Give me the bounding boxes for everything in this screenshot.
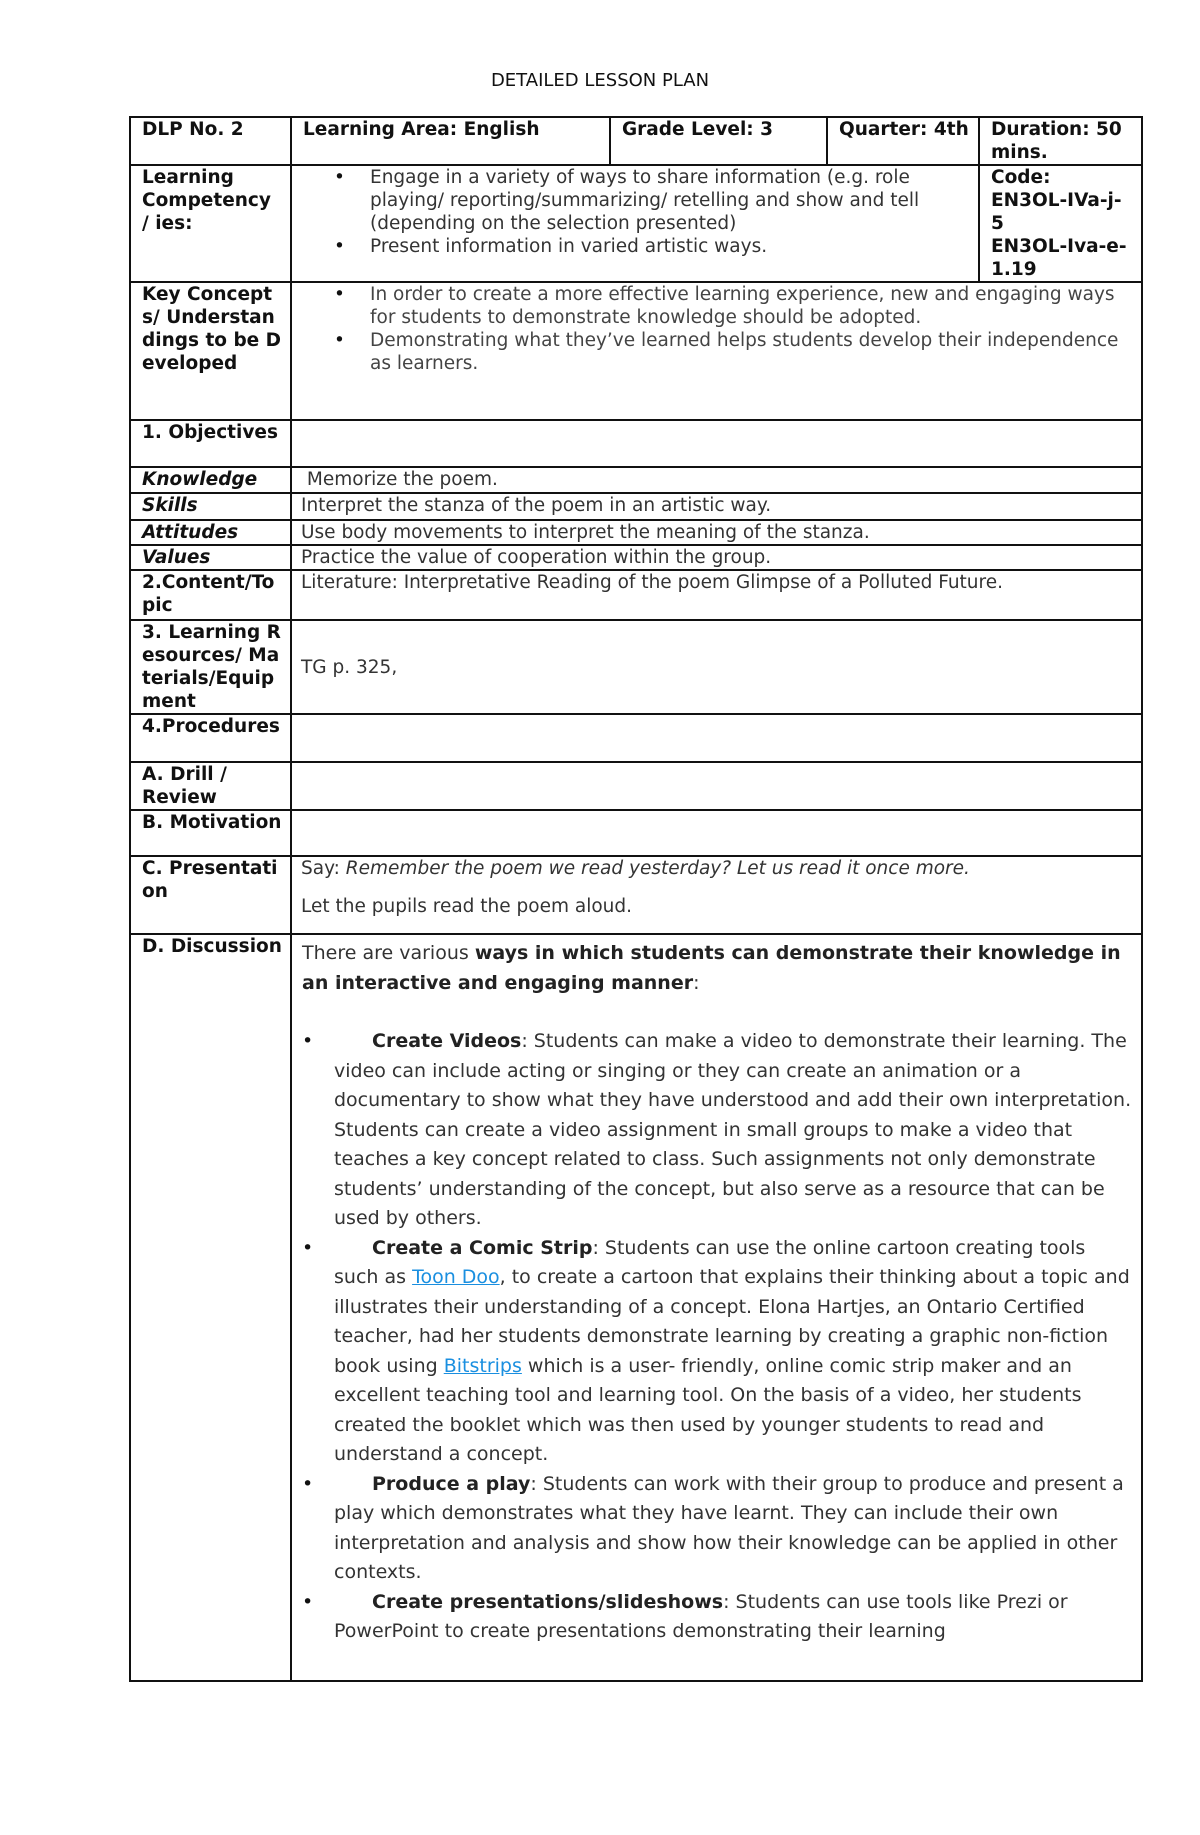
- discussion-item: • Create Videos: Students can make a video to demonstrate their learning. The video can include acting or singing or they can create an animation or a documentary to show what they have understood and add their own interpretation. Students can create a video assignment in small groups to make a video that teaches a key concept related to class. Such assignments not only demonstrate students’ understanding of the concept, but also serve as a resource that can be used by others.: [302, 1030, 1132, 1229]
- item-heading: Create Videos: [372, 1030, 522, 1052]
- item-text: : Students can make a video to demonstrate their learning. The video can include acting or singing or they can create an animation or a documentary to show what they have understood and add their own interpretation. Students can create a video assignment in small groups to make a video that teaches a key concept related to class. Such assignments not only demonstrate students’ understanding of the concept, but also serve as a resource that can be used by others.: [334, 1030, 1132, 1229]
- discussion-intro-end: :: [693, 971, 700, 994]
- discussion-item: • Produce a play: Students can work with their group to produce and present a play which demonstrates what they have learnt. They can include their own interpretation and analysis and show how their knowledge can be applied in other contexts.: [302, 1472, 1124, 1583]
- key-concept-item: • Demonstrating what they’ve learned helps students develop their independence as learners.: [370, 329, 1133, 375]
- presentation-instruction: Let the pupils read the poem aloud.: [301, 896, 633, 917]
- competency-row: [130, 165, 1142, 282]
- procedures-cell: [291, 714, 1142, 762]
- resources-value: TG p. 325,: [291, 620, 1142, 714]
- motivation-cell: [291, 810, 1142, 856]
- discussion-intro-bold: ways in which students can demonstrate their knowledge in an interactive and engaging manner: [302, 942, 1121, 994]
- drill-cell: [291, 762, 1142, 810]
- learning-area: Learning Area: English: [291, 117, 610, 165]
- item-heading: Create presentations/slideshows: [372, 1590, 724, 1613]
- code-value: EN3OL-Iva-e-1.19: [991, 236, 1127, 280]
- knowledge-label: Knowledge: [130, 467, 291, 493]
- objectives-cell: [291, 420, 1142, 467]
- competency-label: Learning Competency / ies:: [130, 165, 291, 282]
- key-concept-item: • In order to create a more effective learning experience, new and engaging ways for students to demonstrate knowledge should be adopted.: [370, 283, 1133, 329]
- procedures-label: 4.Procedures: [130, 714, 291, 762]
- quarter: Quarter: 4th: [827, 117, 979, 165]
- discussion-item: • Create presentations/slideshows: Students can use tools like Prezi or PowerPoint to create presentations demonstrating their learning: [302, 1590, 1068, 1642]
- skills-label: Skills: [130, 493, 291, 520]
- item-heading: Produce a play: [372, 1472, 531, 1495]
- content-value: Literature: Interpretative Reading of the poem Glimpse of a Polluted Future.: [291, 570, 1142, 620]
- presentation-label: C. Presentation: [130, 856, 291, 934]
- discussion-item: • Create a Comic Strip: Students can use the online cartoon creating tools such as Toon Doo, to create a cartoon that explains their thinking about a topic and illustrates their understanding of a concept. Elona Hartjes, an Ontario Certified teacher, had her students demonstrate learning by creating a graphic non-fiction book using Bitstrips which is a user- friendly, online comic strip maker and an excellent teaching tool and learning tool. On the basis of a video, her students created the booklet which was then used by younger students to read and understand a concept.: [302, 1236, 1130, 1465]
- say-text: Remember the poem we read yesterday? Let us read it once more.: [345, 858, 970, 879]
- header-row: [130, 117, 1142, 165]
- skills-value: Interpret the stanza of the poem in an artistic way.: [291, 493, 1142, 520]
- item-heading: Create a Comic Strip: [372, 1236, 593, 1259]
- attitudes-label: Attitudes: [130, 520, 291, 545]
- item-text: : Students can work with their group to produce and present a play which demonstrates what they have learnt. They can include their own interpretation and analysis and show how their knowledge can be applied in other contexts.: [334, 1472, 1124, 1583]
- content-label: 2.Content/Topic: [130, 570, 291, 620]
- key-concepts-label: Key Concepts/ Understandings to be Developed: [130, 282, 291, 420]
- competency-code: [979, 165, 1142, 282]
- values-value: Practice the value of cooperation within the group.: [291, 545, 1142, 570]
- key-concepts-content: [291, 282, 1142, 420]
- presentation-content: [291, 856, 1142, 934]
- discussion-content: [291, 934, 1142, 1681]
- objectives-label: 1. Objectives: [130, 420, 291, 467]
- resources-label: 3. Learning Resources/ Materials/Equipment: [130, 620, 291, 714]
- document-title: DETAILED LESSON PLAN: [490, 70, 710, 91]
- item-text: which is a user- friendly, online comic strip maker and an excellent teaching tool and learning tool. On the basis of a video, her students created the booklet which was then used by younger students to read and understand a concept.: [334, 1354, 1082, 1465]
- motivation-label: B. Motivation: [130, 810, 291, 856]
- competency-content: [291, 165, 979, 282]
- lesson-plan-table: [129, 116, 1143, 1682]
- drill-label: A. Drill / Review: [130, 762, 291, 810]
- code-value: EN3OL-IVa-j-5: [991, 190, 1122, 234]
- discussion-label: D. Discussion: [130, 934, 291, 1681]
- dlp-number: DLP No. 2: [130, 117, 291, 165]
- discussion-intro: There are various: [302, 942, 475, 964]
- key-concepts-row: [130, 282, 1142, 420]
- say-prefix: Say:: [301, 858, 346, 879]
- bitstrips-link[interactable]: Bitstrips: [443, 1354, 522, 1377]
- item-text: , to create a cartoon that explains their thinking about a topic and illustrates their understanding of a concept. Elona Hartjes, an Ontario Certified teacher, had her students demonstrate learning by creating a graphic non-fiction book using: [334, 1266, 1130, 1377]
- knowledge-value: Memorize the poem.: [291, 467, 1142, 493]
- code-label: Code:: [991, 167, 1051, 188]
- competency-item: • Engage in a variety of ways to share information (e.g. role playing/ reporting/summarizing/ retelling and show and tell (depending on the selection presented): [370, 166, 970, 235]
- duration: Duration: 50 mins.: [979, 117, 1142, 165]
- item-text: : Students can use the online cartoon creating tools such as: [334, 1236, 1086, 1288]
- values-label: Values: [130, 545, 291, 570]
- toon-doo-link[interactable]: Toon Doo: [412, 1266, 500, 1288]
- attitudes-value: Use body movements to interpret the meaning of the stanza.: [291, 520, 1142, 545]
- item-text: : Students can use tools like Prezi or PowerPoint to create presentations demonstrating their learning: [334, 1590, 1068, 1642]
- competency-item: • Present information in varied artistic ways.: [370, 235, 970, 258]
- grade-level: Grade Level: 3: [610, 117, 827, 165]
